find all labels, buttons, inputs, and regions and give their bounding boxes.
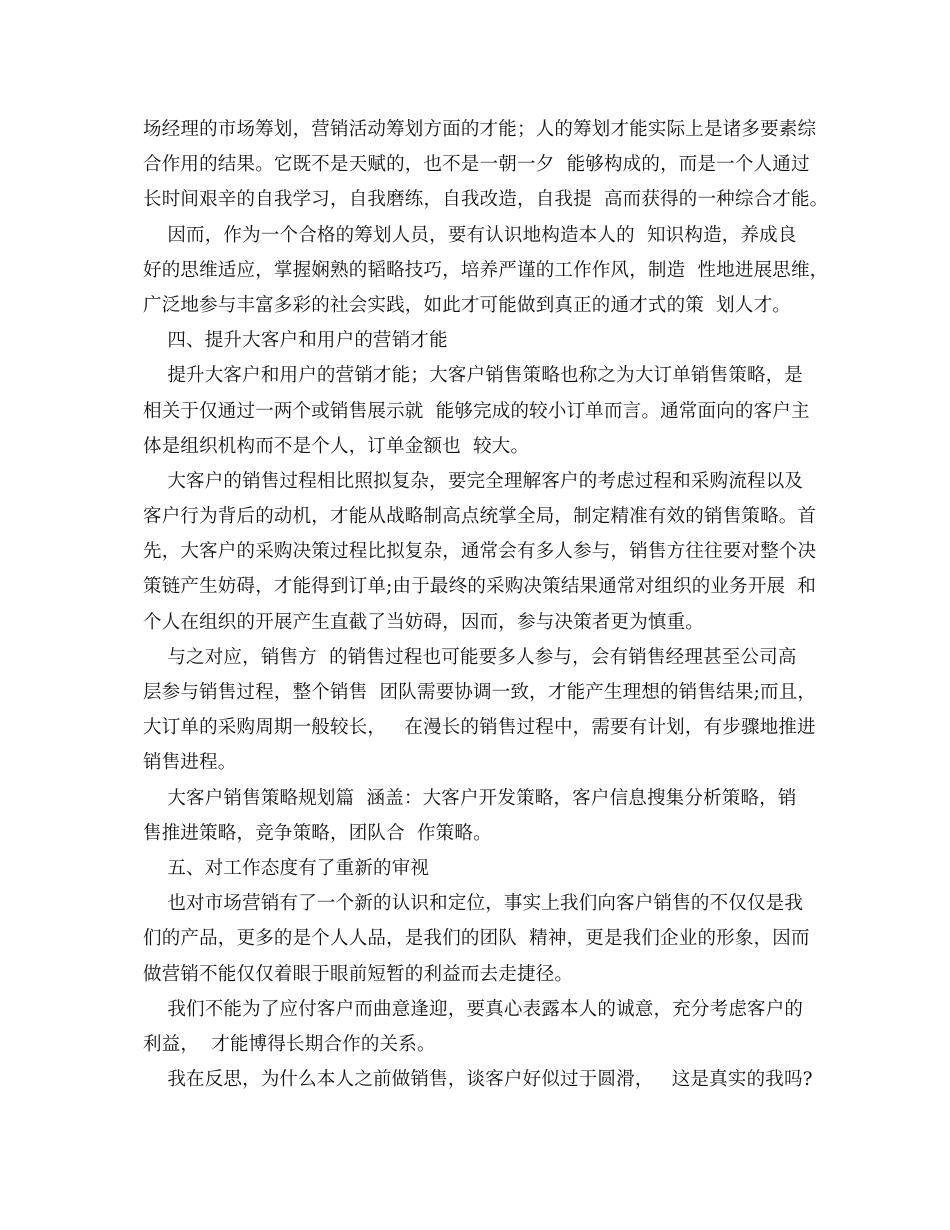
- text-line: 客户行为背后的动机，才能从战略制高点统掌全局，制定精准有效的销售策略。首: [143, 506, 817, 528]
- text-line: 体是组织机构而不是个人，订单金额也 较大。: [143, 435, 530, 457]
- text-line: 长时间艰辛的自我学习，自我磨练，自我改造，自我提 高而获得的一种综合才能。: [143, 189, 829, 211]
- text-line: 先，大客户的采购决策过程比拟复杂，通常会有多人参与，销售方往往要对整个决: [143, 541, 817, 563]
- document-body: [143, 112, 829, 1097]
- text-line: 好的思维适应，掌握娴熟的韬略技巧，培养严谨的工作作风，制造 性地进展思维，: [143, 259, 829, 281]
- text-line: 相关于仅通过一两个或销售展示就 能够完成的较小订单而言。通常面向的客户主: [143, 400, 810, 422]
- text-line: 大订单的采购周期一般较长， 在漫长的销售过程中，需要有计划，有步骤地推进: [143, 717, 816, 739]
- text-line: 大客户销售策略规划篇 涵盖：大客户开发策略，客户信息搜集分析策略，销: [143, 787, 797, 809]
- text-line: 销售进程。: [143, 752, 237, 774]
- text-line: 利益， 才能博得长期合作的关系。: [143, 1033, 436, 1055]
- text-line: 层参与销售过程，整个销售 团队需要协调一致，才能产生理想的销售结果;而且，: [143, 682, 817, 703]
- text-line: 广泛地参与丰富多彩的社会实践，如此才可能做到真正的通才式的策 划人才。: [143, 294, 791, 316]
- text-line: 们的产品，更多的是个人人品，是我们的团队 精神，更是我们企业的形象，因而: [143, 928, 810, 950]
- text-line: 大客户的销售过程相比照拟复杂，要完全理解客户的考虑过程和采购流程以及: [143, 470, 804, 492]
- text-line: 我们不能为了应付客户而曲意逢迎，要真心表露本人的诚意，充分考虑客户的: [143, 998, 804, 1020]
- text-line: 场经理的市场筹划，营销活动筹划方面的才能；人的筹划才能实际上是诸多要素综: [143, 119, 817, 140]
- section-heading: 四、提升大客户和用户的营销才能: [143, 330, 448, 352]
- text-line: 做营销不能仅仅着眼于眼前短暂的利益而去走捷径。: [143, 963, 574, 985]
- text-line: 售推进策略，竞争策略，团队合 作策略。: [143, 822, 492, 844]
- text-line: 也对市场营销有了一个新的认识和定位，事实上我们向客户销售的不仅仅是我: [143, 893, 804, 915]
- text-line: 个人在组织的开展产生直截了当妨碍，因而，参与决策者更为慎重。: [143, 611, 705, 633]
- text-line: 策链产生妨碍，才能得到订单;由于最终的采购决策结果通常对组织的业务开展 和: [143, 576, 817, 598]
- text-line: 合作用的结果。它既不是天赋的，也不是一朝一夕 能够构成的，而是一个人通过: [143, 154, 810, 176]
- text-line: 因而，作为一个合格的筹划人员，要有认识地构造本人的 知识构造，养成良: [143, 224, 797, 246]
- text-line: 我在反思，为什么本人之前做销售，谈客户好似过于圆滑， 这是真实的我吗?: [143, 1069, 813, 1091]
- text-line: 与之对应，销售方 的销售过程也可能要多人参与，会有销售经理甚至公司高: [143, 646, 797, 668]
- section-heading: 五、对工作态度有了重新的审视: [143, 857, 430, 879]
- text-line: 提升大客户和用户的营销才能；大客户销售策略也称之为大订单销售策略，是: [143, 365, 804, 387]
